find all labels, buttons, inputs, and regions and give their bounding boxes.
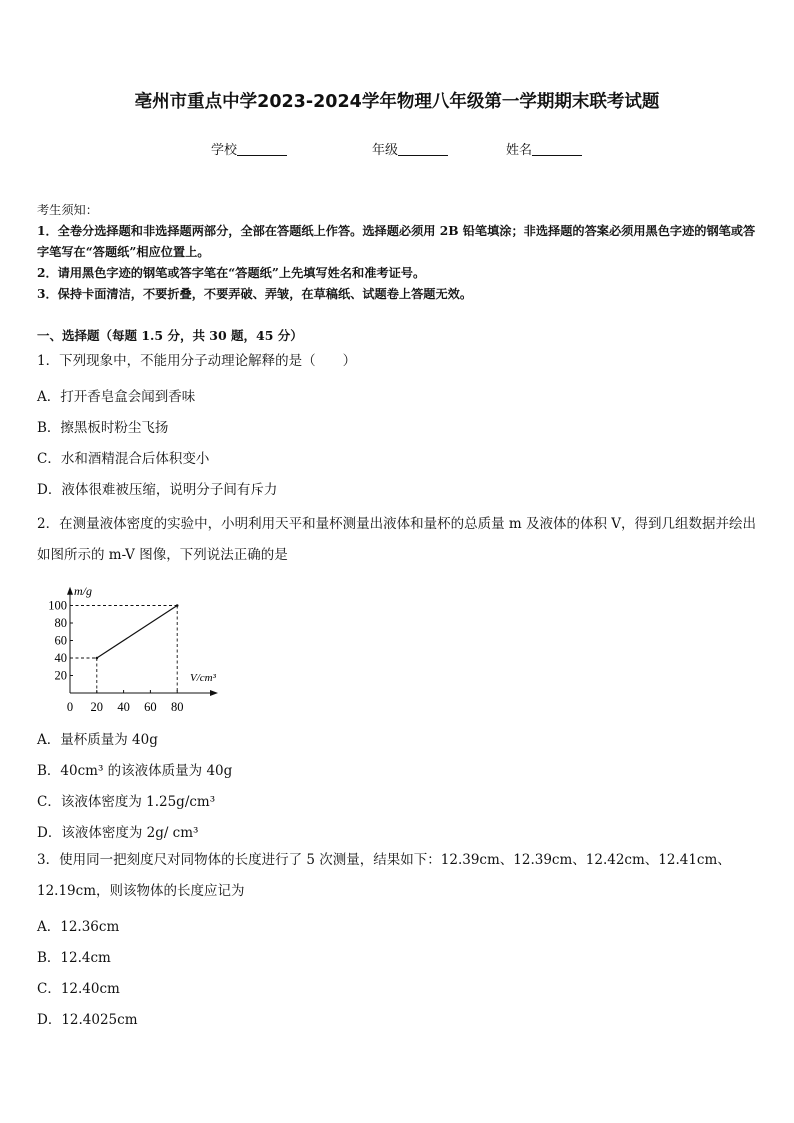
notice-heading: 考生须知： [37,203,98,217]
notice-block [37,200,759,305]
school-blank[interactable] [237,142,287,156]
y-tick-label: 60 [54,633,67,648]
m-v-chart [30,575,250,715]
question-3-option-b[interactable]: B．12.4cm [37,950,111,966]
y-tick-label: 100 [48,598,67,613]
x-tick-label: 20 [90,700,104,714]
x-axis-label: V/cm³ [190,672,216,684]
page-title: 亳州市重点中学2023-2024学年物理八年级第一学期期末联考试题 [134,92,660,112]
x-tick-label: 60 [144,700,157,714]
y-tick-label: 40 [54,651,67,665]
question-3-option-c[interactable]: C．12.40cm [37,981,120,997]
x-axis-arrow [210,690,218,696]
x-tick-label: 40 [117,700,130,714]
question-3-option-d[interactable]: D．12.4025cm [37,1012,138,1028]
question-1-option-b[interactable]: B．擦黑板时粉尘飞扬 [37,420,169,436]
x-tick-label: 0 [66,700,74,714]
name-field [506,139,582,158]
question-2-option-d[interactable]: D．该液体密度为 2g/ cm³ [37,825,199,841]
question-2-stem: 2．在测量液体密度的实验中，小明利用天平和量杯测量出液体和量杯的总质量 m 及液体的体积 V，得到几组数据并绘出 如图所示的 m-V 图像，下列说法正确的是 [37,516,757,563]
school-field [211,139,287,158]
y-tick-label: 80 [54,616,67,630]
notice-item-2: 2．请用黑色字迹的钢笔或答字笔在“答题纸”上先填写姓名和准考证号。 [37,266,426,280]
notice-item-3: 3．保持卡面清洁，不要折叠，不要弄破、弄皱，在草稿纸、试题卷上答题无效。 [37,287,473,301]
y-axis-arrow [67,587,73,595]
y-tick-label: 20 [54,668,67,683]
notice-item-1: 1．全卷分选择题和非选择题两部分，全部在答题纸上作答。选择题必须用 2B 铅笔填涂；非选择题的答案必须用黑色字迹的钢笔或答字笔写在“答题纸”相应位置上。 [37,224,756,259]
grade-label: 年级 [372,143,399,158]
section-title: 一、选择题（每题 1.5 分，共 30 题，45 分） [37,328,303,343]
question-1-option-c[interactable]: C．水和酒精混合后体积变小 [37,451,210,467]
question-1-option-a[interactable]: A．打开香皂盒会闻到香味 [37,389,196,405]
question-3-option-a[interactable]: A．12.36cm [37,919,120,935]
x-tick-label: 80 [170,700,184,714]
question-1-option-d[interactable]: D．液体很难被压缩，说明分子间有斥力 [37,482,278,498]
question-2-option-c[interactable]: C．该液体密度为 1.25g/cm³ [37,794,216,810]
question-3-stem: 3．使用同一把刻度尺对同物体的长度进行了 5 次测量，结果如下：12.39cm、12.39cm、12.42cm、12.41cm、12.19cm，则该物体的长度应记为 [37,852,731,899]
question-1-stem: 1．下列现象中，不能用分子动理论解释的是（ ） [37,353,357,369]
grade-field [372,139,448,158]
question-2-option-b[interactable]: B．40cm³ 的该液体质量为 40g [37,763,233,779]
grade-blank[interactable] [398,142,448,156]
name-blank[interactable] [532,142,582,156]
series-line [97,606,177,659]
name-label: 姓名 [506,143,533,158]
school-label: 学校 [211,143,238,158]
y-axis-label: m/g [74,583,92,598]
question-2-option-a[interactable]: A．量杯质量为 40g [37,732,158,748]
